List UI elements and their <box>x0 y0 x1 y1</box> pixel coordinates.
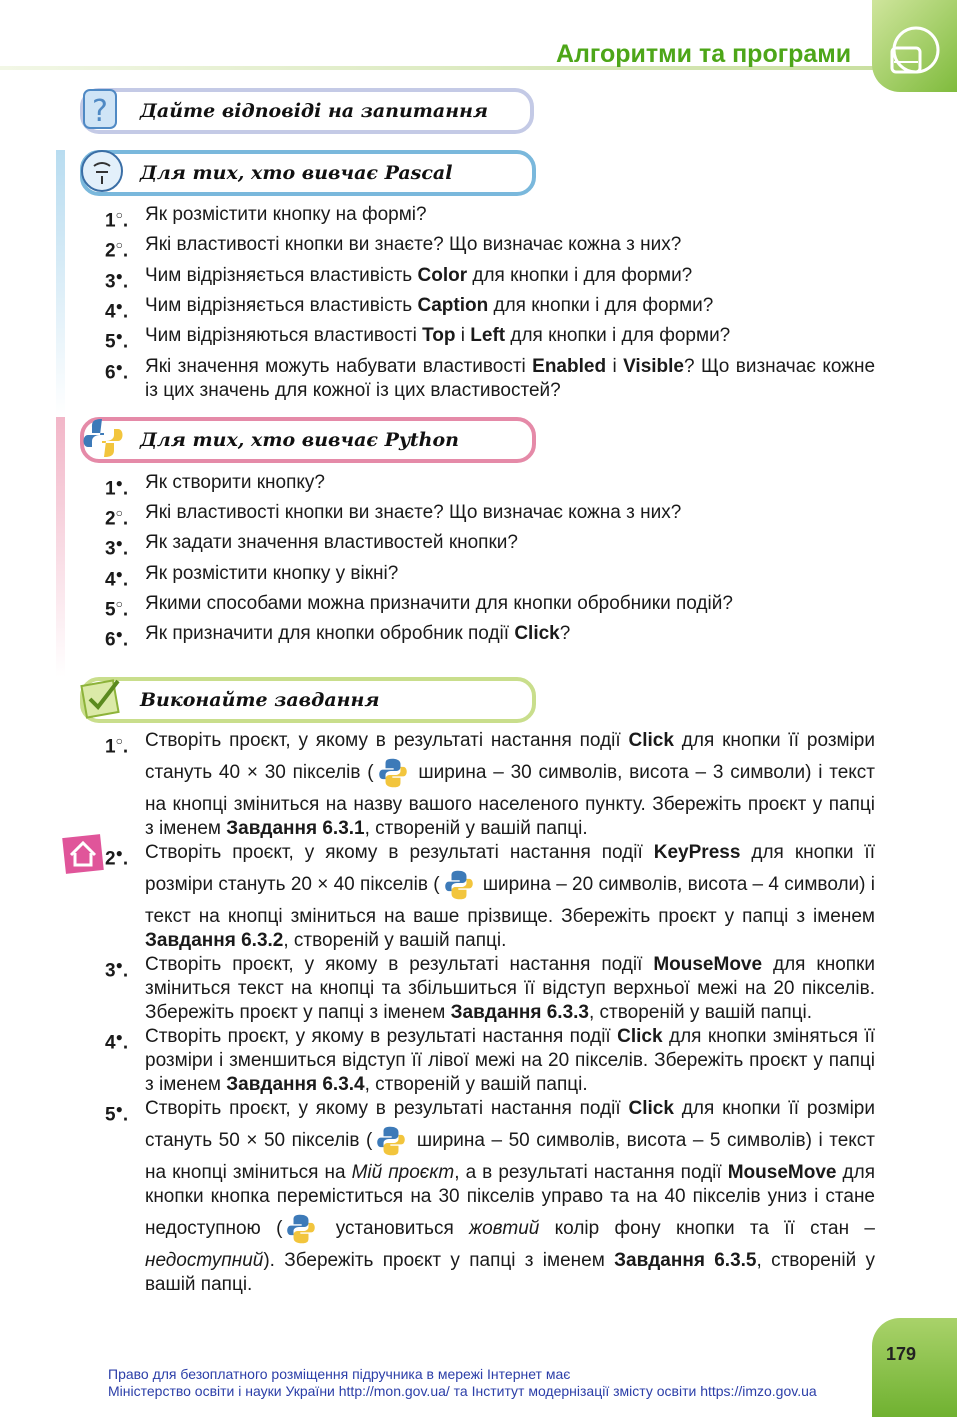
item-number: 2○. <box>105 238 129 262</box>
difficulty-marker: ● <box>115 359 123 374</box>
text-run: , а в результаті настання події <box>454 1161 728 1183</box>
text-run: ? Що визначає кожне із цих значень для кожної із цих властивостей? <box>145 355 876 401</box>
text-run: , створеній у вашій папці. <box>364 1073 588 1095</box>
text-run: Як розмістити кнопку на формі? <box>145 204 427 225</box>
bold-term: Enabled <box>532 355 607 377</box>
home-icon <box>61 833 105 875</box>
bold-term: Color <box>417 264 468 286</box>
bold-term: Завдання 6.3.1 <box>226 817 365 839</box>
text-run: ширина – 50 символів, висота – 5 символів) і текст на кнопці зміниться на <box>145 1129 876 1183</box>
banner-questions <box>80 88 534 134</box>
text-run: Створіть проєкт, у якому в результаті настання події <box>145 953 654 975</box>
question-item <box>105 203 875 233</box>
item-text <box>145 355 875 403</box>
tasks-list <box>105 729 875 1297</box>
svg-text:?: ? <box>92 94 108 129</box>
python-icon <box>284 1212 318 1246</box>
difficulty-marker: ● <box>115 329 123 344</box>
item-number: 1○. <box>105 733 129 757</box>
text-run: Створіть проєкт, у якому в результаті настання події <box>145 841 654 863</box>
content-column <box>0 88 880 1297</box>
bold-term: Click <box>617 1025 663 1047</box>
item-text <box>145 953 875 1025</box>
item-number: 1●. <box>105 475 129 499</box>
text-run: колір фону кнопки та її стан – <box>539 1217 875 1239</box>
italic-term: Мій проєкт <box>351 1161 455 1183</box>
item-number: 4●. <box>105 566 129 590</box>
text-run: Які властивості кнопки ви знаєте? Що визначає кожна з них? <box>145 234 682 256</box>
difficulty-marker: ● <box>115 566 123 581</box>
pascal-stripe <box>56 150 65 417</box>
difficulty-marker: ● <box>115 957 123 972</box>
footer <box>108 1366 817 1400</box>
bold-term: Завдання 6.3.4 <box>226 1073 365 1095</box>
banner-title: Дайте відповіді на запитання <box>140 100 489 122</box>
text-run: для кнопки кнопка переміститься на 30 пікселів управо та на 40 пікселів униз і стане недоступною ( <box>145 1161 875 1239</box>
item-number: 2●. <box>105 845 129 869</box>
text-run: і <box>455 325 471 347</box>
item-number: 4●. <box>105 1029 129 1053</box>
difficulty-marker: ● <box>115 268 123 283</box>
banner-python <box>80 417 536 463</box>
item-number: 6●. <box>105 359 129 383</box>
difficulty-marker: ● <box>115 627 123 642</box>
bold-term: KeyPress <box>653 841 741 863</box>
text-run: Як задати значення властивостей кнопки? <box>145 532 518 554</box>
item-number: 5●. <box>105 1101 129 1125</box>
text-run: Створіть проєкт, у якому в результаті настання події <box>145 1025 618 1047</box>
question-item <box>105 592 875 622</box>
text-run: для кнопки і для форми? <box>505 325 731 347</box>
text-run: Як створити кнопку? <box>145 471 325 493</box>
italic-term: недоступний <box>145 1249 264 1271</box>
banner-title: Виконайте завдання <box>140 688 380 711</box>
item-text <box>145 294 875 324</box>
question-item <box>105 355 875 403</box>
task-item <box>105 1097 875 1297</box>
bold-term: Завдання 6.3.5 <box>614 1249 757 1271</box>
text-run: для кнопки і для форми? <box>467 264 693 286</box>
text-run: Як призначити для кнопки обробник події <box>145 623 515 645</box>
item-text <box>145 233 875 263</box>
bold-term: Click <box>628 729 674 751</box>
text-run: , створеній у вашій папці. <box>283 929 507 951</box>
question-item <box>105 471 875 501</box>
item-number: 5○. <box>105 596 129 621</box>
difficulty-marker: ● <box>115 536 123 551</box>
difficulty-marker: ● <box>115 845 123 860</box>
text-run: для кнопки її розміри стануть 40 × 30 пікселів ( <box>145 729 875 783</box>
task-item <box>105 953 875 1025</box>
page-number: 179 <box>886 1344 917 1364</box>
item-text <box>145 264 875 294</box>
pascal-section <box>0 150 880 417</box>
question-icon <box>78 84 128 134</box>
bold-term: Click <box>514 623 560 645</box>
lion-icon <box>78 146 128 196</box>
item-number: 1○. <box>105 208 129 232</box>
text-run: Чим відрізняється властивість <box>145 264 418 286</box>
text-run: , створеній у вашій папці. <box>588 1001 813 1023</box>
banner-title: Для тих, хто вивчає Python <box>140 428 459 451</box>
item-text <box>145 1025 875 1097</box>
task-item <box>105 841 875 953</box>
difficulty-marker: ○ <box>115 505 123 520</box>
text-run: для кнопки і для форми? <box>488 294 714 316</box>
python-logo-icon <box>78 413 128 463</box>
python-icon <box>374 1124 408 1158</box>
item-number: 3●. <box>105 536 129 560</box>
bold-term: Visible <box>623 355 684 377</box>
item-number: 3●. <box>105 957 129 981</box>
text-run: для кнопки зміниться текст на кнопці та збільшиться її відступ верхньої межі на 20 пікселів. Збережіть проєкт у папці з іменем <box>145 953 875 1023</box>
section-title: Алгоритми та програми <box>556 40 852 68</box>
item-text <box>145 324 875 354</box>
text-run: Створіть проєкт, у якому в результаті настання події <box>145 1097 629 1119</box>
text-run: ширина – 20 символів, висота – 4 символи) і текст на кнопці зміниться на ваше прізвище. Збережіть проєкт у папці з іменем <box>145 873 876 927</box>
bold-term: Caption <box>417 294 489 316</box>
text-run: Чим відрізняється властивість <box>145 294 418 316</box>
item-number: 4●. <box>105 298 129 323</box>
text-run: ). Збережіть проєкт у папці з іменем <box>263 1249 615 1271</box>
item-text <box>145 622 875 652</box>
text-run: ширина – 30 символів, висота – 3 символи) і текст на кнопці зміниться на назву вашого населеного пункту. Збережіть проєкт у папці з іменем <box>145 761 876 839</box>
difficulty-marker: ○ <box>115 208 123 222</box>
banner-tasks <box>80 677 536 723</box>
question-item <box>105 294 875 324</box>
python-icon <box>376 756 410 790</box>
banner-title: Для тих, хто вивчає Pascal <box>140 162 453 184</box>
difficulty-marker: ○ <box>115 596 123 611</box>
python-icon <box>442 868 476 902</box>
item-text <box>145 531 875 561</box>
text-run: для кнопки її розміри стануть 50 × 50 пікселів ( <box>145 1097 875 1151</box>
text-run: ? <box>559 623 571 645</box>
item-text <box>145 501 875 531</box>
item-text <box>145 729 875 841</box>
difficulty-marker: ○ <box>115 238 123 253</box>
python-questions <box>105 471 875 653</box>
question-item <box>105 501 875 531</box>
item-text <box>145 1097 875 1297</box>
text-run: Якими способами можна призначити для кнопки обробники подій? <box>145 592 733 614</box>
item-number: 6●. <box>105 627 129 651</box>
question-item <box>105 324 875 354</box>
text-run: Які властивості кнопки ви знаєте? Що визначає кожна з них? <box>145 501 682 523</box>
item-text <box>145 471 875 501</box>
question-item <box>105 562 875 592</box>
question-item <box>105 264 875 294</box>
footer-line-2: Міністерство освіти і науки України http://mon.gov.ua/ та Інститут модернізації змісту освіти https://imzo.gov.ua <box>108 1383 817 1399</box>
text-run: для кнопки зміняться її розміри і зменшиться відступ її лівої межі на 20 пікселів. Збережіть проєкт у папці з іменем <box>145 1025 875 1095</box>
difficulty-marker: ● <box>115 1101 123 1116</box>
text-run: для кнопки її розміри стануть 20 × 40 пікселів ( <box>145 841 875 895</box>
text-run: Чим відрізняються властивості <box>145 325 423 347</box>
bold-term: MouseMove <box>653 953 763 975</box>
bold-term: Завдання 6.3.3 <box>450 1001 589 1023</box>
python-stripe <box>56 417 65 677</box>
question-item <box>105 233 875 263</box>
bold-term: Left <box>470 325 506 347</box>
text-run: і <box>606 355 624 377</box>
item-number: 5●. <box>105 329 129 353</box>
item-number: 2○. <box>105 505 129 530</box>
footer-line-1: Право для безоплатного розміщення підручника в мережі Інтернет має <box>108 1366 571 1382</box>
bold-term: Top <box>422 325 456 347</box>
question-item <box>105 622 875 652</box>
text-run: , створеній у вашій папці. <box>364 817 588 839</box>
bold-term: Завдання 6.3.2 <box>145 929 284 951</box>
item-number: 3●. <box>105 268 129 292</box>
chapter-tab <box>872 0 957 92</box>
page-number-tab <box>872 1318 957 1417</box>
item-text <box>145 203 875 233</box>
text-run: Які значення можуть набувати властивості <box>145 355 533 377</box>
task-item <box>105 729 875 841</box>
item-text <box>145 562 875 592</box>
text-run: Як розмістити кнопку у вікні? <box>145 562 399 584</box>
bold-term: MouseMove <box>727 1161 837 1183</box>
checklist-icon <box>78 673 128 723</box>
text-run: установиться <box>320 1217 470 1239</box>
question-item <box>105 531 875 561</box>
difficulty-marker: ● <box>115 475 123 490</box>
item-text <box>145 841 875 953</box>
banner-pascal <box>80 150 536 196</box>
italic-term: жовтий <box>469 1217 540 1239</box>
python-section <box>0 417 880 677</box>
difficulty-marker: ● <box>115 1029 123 1044</box>
difficulty-marker: ○ <box>115 733 123 748</box>
pascal-questions <box>105 203 875 403</box>
text-run: Створіть проєкт, у якому в результаті настання події <box>145 729 629 751</box>
bold-term: Click <box>628 1097 674 1119</box>
text-run: , створеній у вашій папці. <box>145 1249 875 1295</box>
item-text <box>145 592 875 622</box>
disc-icon <box>886 24 942 80</box>
difficulty-marker: ● <box>115 298 123 313</box>
task-item <box>105 1025 875 1097</box>
